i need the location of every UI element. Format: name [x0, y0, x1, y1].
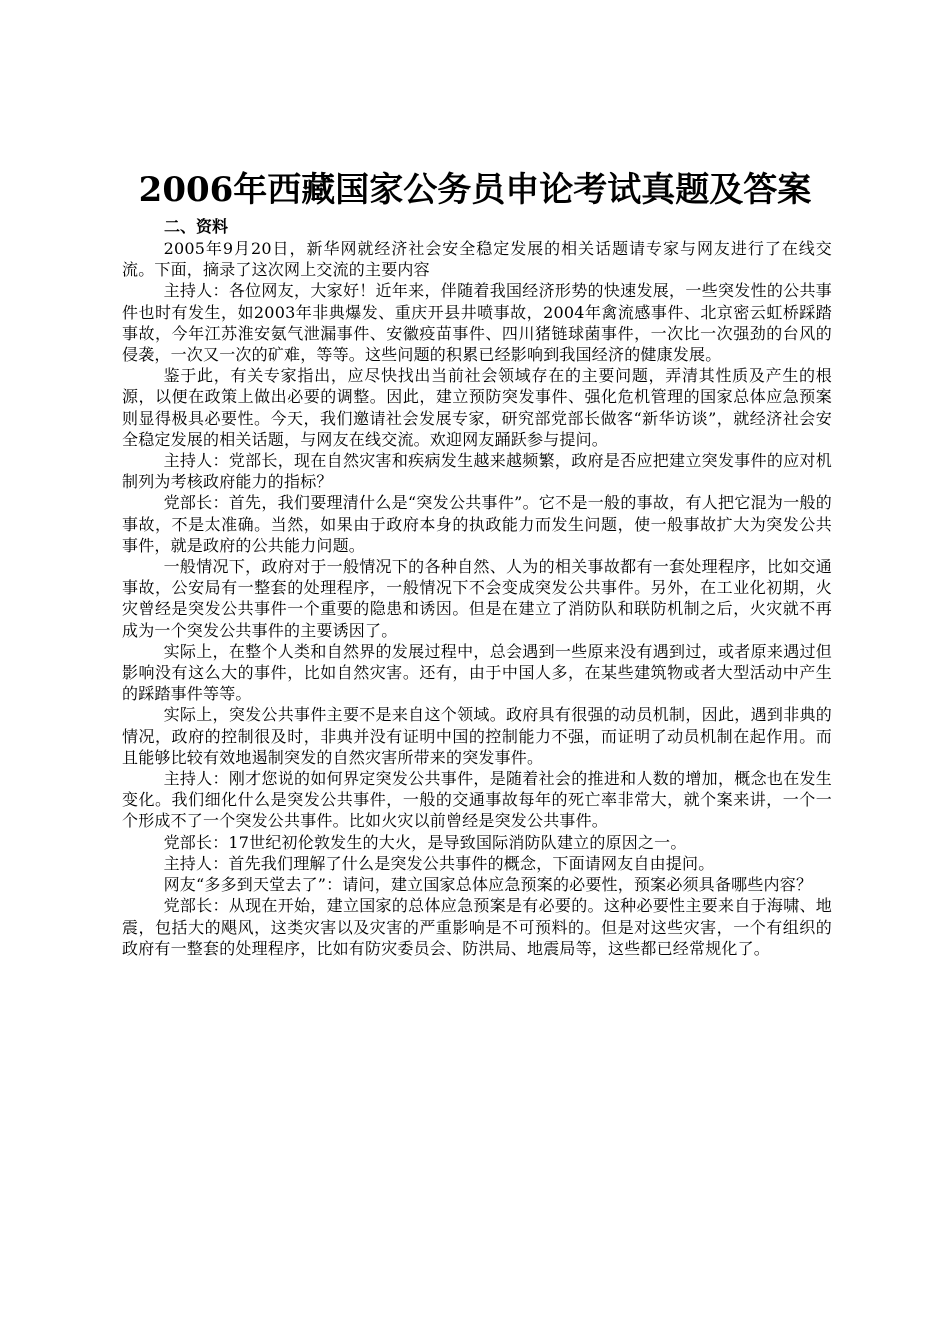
paragraph: 党部长：从现在开始，建立国家的总体应急预案是有必要的。这种必要性主要来自于海啸、地震，包括大的飓风，这类灾害以及灾害的严重影响是不可预料的。但是对这些灾害，一个有组织的政府有一整套的处理程序，比如有防灾委员会、防洪局、地震局等，这些都已经常规化了。: [122, 896, 832, 958]
paragraph: 主持人：各位网友，大家好！近年来，伴随着我国经济形势的快速发展，一些突发性的公共事件也时有发生，如2003年非典爆发、重庆开县井喷事故，2004年禽流感事件、北京密云虹桥踩踏事故，今年江苏淮安氨气泄漏事件、安徽疫苗事件、四川猪链球菌事件，一次比一次强劲的台风的侵袭，一次又一次的矿难，等等。这些问题的积累已经影响到我国经济的健康发展。: [122, 281, 832, 365]
paragraph: 鉴于此，有关专家指出，应尽快找出当前社会领域存在的主要问题，弄清其性质及产生的根源，以便在政策上做出必要的调整。因此，建立预防突发事件、强化危机管理的国家总体应急预案则显得极具必要性。今天，我们邀请社会发展专家，研究部党部长做客“新华访谈”，就经济社会安全稳定发展的相关话题，与网友在线交流。欢迎网友踊跃参与提问。: [122, 366, 832, 449]
paragraph: 主持人：刚才您说的如何界定突发公共事件，是随着社会的推进和人数的增加，概念也在发生变化。我们细化什么是突发公共事件，一般的交通事故每年的死亡率非常大，就个案来讲，一个一个形成不了一个突发公共事件。比如火灾以前曾经是突发公共事件。: [122, 769, 832, 831]
paragraph: 党部长：17世纪初伦敦发生的大火，是导致国际消防队建立的原因之一。: [163, 832, 687, 852]
paragraph: 主持人：首先我们理解了什么是突发公共事件的概念，下面请网友自由提问。: [163, 853, 715, 873]
document-body: [122, 238, 832, 959]
paragraph: 实际上，在整个人类和自然界的发展过程中，总会遇到一些原来没有遇到过，或者原来遇过但影响没有这么大的事件，比如自然灾害。还有，由于中国人多，在某些建筑物或者大型活动中产生的踩踏事件等等。: [122, 641, 832, 704]
paragraph: 党部长：首先，我们要理清什么是“突发公共事件”。它不是一般的事故，有人把它混为一般的事故，不是太准确。当然，如果由于政府本身的执政能力而发生问题，使一般事故扩大为突发公共事件，就是政府的公共能力问题。: [122, 493, 832, 555]
section-heading: 二、资料: [164, 217, 229, 236]
document-title: 2006年西藏国家公务员申论考试真题及答案: [138, 170, 812, 210]
paragraph: 2005年9月20日，新华网就经济社会安全稳定发展的相关话题请专家与网友进行了在线交流。下面，摘录了这次网上交流的主要内容: [122, 239, 832, 280]
paragraph: 网友“多多到天堂去了”：请问，建立国家总体应急预案的必要性，预案必须具备哪些内容？: [163, 875, 813, 895]
paragraph: 实际上，突发公共事件主要不是来自这个领域。政府具有很强的动员机制，因此，遇到非典的情况，政府的控制很及时，非典并没有证明中国的控制能力不强，而证明了动员机制在起作用。而且能够比较有效地遏制突发的自然灾害所带来的突发事件。: [122, 705, 832, 767]
paragraph: 主持人：党部长，现在自然灾害和疾病发生越来越频繁，政府是否应把建立突发事件的应对机制列为考核政府能力的指标？: [122, 451, 832, 492]
paragraph: 一般情况下，政府对于一般情况下的各种自然、人为的相关事故都有一套处理程序，比如交通事故，公安局有一整套的处理程序，一般情况下不会变成突发公共事件。另外，在工业化初期，火灾曾经是突发公共事件一个重要的隐患和诱因。但是在建立了消防队和联防机制之后，火灾就不再成为一个突发公共事件的主要诱因了。: [122, 557, 832, 640]
